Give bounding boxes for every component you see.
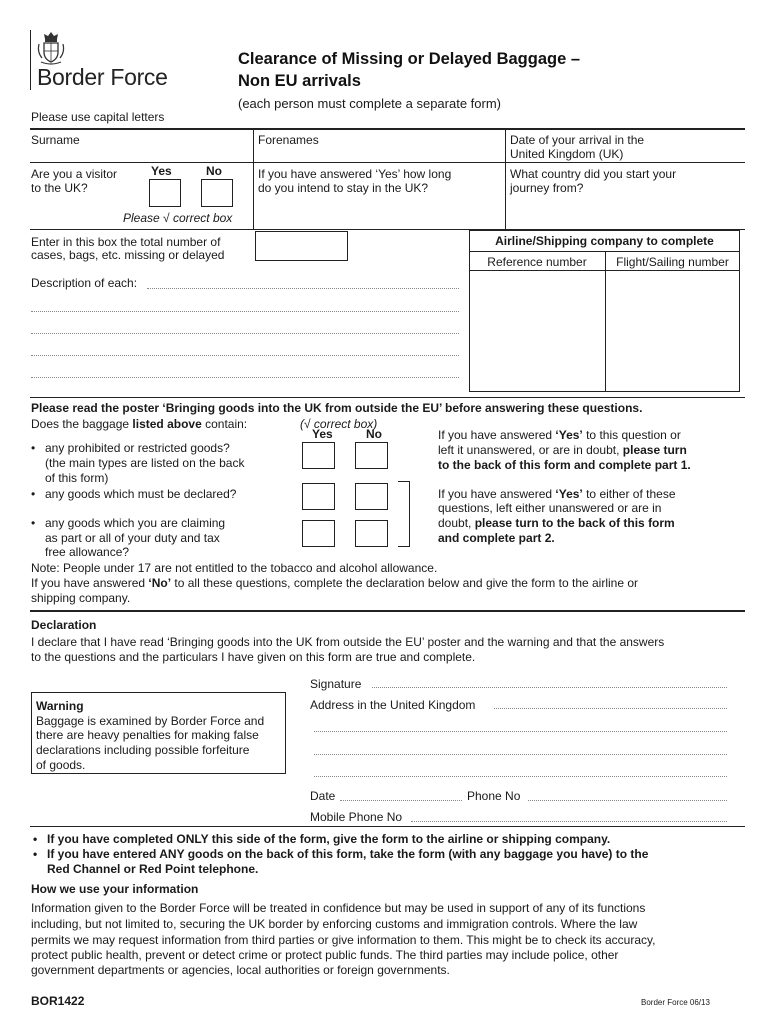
total-count-label-1: Enter in this box the total number of — [31, 235, 221, 249]
info-line2: including, but not limited to, securing the UK border by enforcing customs and immigration controls. Where the law — [31, 917, 638, 931]
description-line-2[interactable] — [31, 311, 459, 312]
description-line-3[interactable] — [31, 333, 459, 334]
info-line5: government departments or agencies, local authorities or foreign governments. — [31, 963, 450, 977]
warning-line3: declarations including possible forfeiture — [36, 743, 250, 757]
reference-number-label: Reference number — [487, 255, 587, 269]
stay-length-label-2: do you intend to stay in the UK? — [258, 181, 429, 195]
under-17-note: Note: People under 17 are not entitled to the tobacco and alcohol allowance. — [31, 561, 438, 575]
right-instruction-1-line2: left it unanswered, or are in doubt, please turn — [438, 443, 687, 457]
mobile-phone-field[interactable] — [411, 821, 727, 822]
declaration-text-line1: I declare that I have read ‘Bringing goods into the UK from outside the EU’ poster and the warning and that the answers — [31, 635, 665, 649]
uk-address-label: Address in the United Kingdom — [310, 698, 476, 712]
question-1-line3: of this form) — [45, 471, 109, 485]
description-line-5[interactable] — [31, 377, 459, 378]
warning-line2: there are heavy penalties for making false — [36, 728, 259, 742]
instruction-1-text: If you have completed ONLY this side of the form, give the form to the airline or shipping company. — [47, 832, 611, 846]
right-instruction-2-line3: doubt, please turn to the back of this form — [438, 516, 675, 530]
warning-line4: of goods. — [36, 758, 86, 772]
question-1-yes-checkbox[interactable] — [302, 442, 335, 469]
forenames-label: Forenames — [258, 133, 319, 147]
uk-address-line-2[interactable] — [314, 731, 727, 732]
table-top-border — [30, 128, 745, 130]
signature-label: Signature — [310, 677, 362, 691]
tick-correct-box-note: Please √ correct box — [123, 211, 233, 225]
question-2-bullet: • — [31, 487, 36, 501]
flight-number-label: Flight/Sailing number — [616, 255, 729, 269]
arrival-date-label-1: Date of your arrival in the — [510, 133, 645, 147]
question-3-line3: free allowance? — [45, 545, 130, 559]
uk-address-line-4[interactable] — [314, 776, 727, 777]
instruction-2-line1: If you have entered ANY goods on the back of this form, take the form (with any baggage you have) to the — [47, 847, 649, 861]
stay-length-label-1: If you have answered ‘Yes’ how long — [258, 167, 452, 181]
form-code: BOR1422 — [31, 994, 85, 1008]
signature-field[interactable] — [372, 687, 727, 688]
visitor-label-2: to the UK? — [31, 181, 88, 195]
visitor-yes-label: Yes — [151, 164, 172, 178]
form-subtitle: (each person must complete a separate form) — [238, 96, 502, 111]
royal-crest-icon — [36, 30, 66, 66]
start-country-label-2: journey from? — [510, 181, 584, 195]
arrival-date-label-2: United Kingdom (UK) — [510, 147, 624, 161]
instruction-2-bullet: • — [33, 847, 38, 861]
airline-section-heading: Airline/Shipping company to complete — [495, 234, 714, 248]
visitor-no-label: No — [206, 164, 222, 178]
surname-label: Surname — [31, 133, 80, 147]
question-2-text: any goods which must be declared? — [45, 487, 237, 501]
no-answer-instruction-line2: shipping company. — [31, 591, 131, 605]
question-3-no-checkbox[interactable] — [355, 520, 388, 547]
uk-address-line-3[interactable] — [314, 754, 727, 755]
uk-address-line-1[interactable] — [494, 708, 727, 709]
question-1-line1: any prohibited or restricted goods? — [45, 441, 230, 455]
reference-number-input[interactable] — [470, 271, 604, 391]
question-2-no-checkbox[interactable] — [355, 483, 388, 510]
date-field[interactable] — [340, 800, 462, 801]
org-name: Border Force — [37, 64, 168, 90]
questions-yes-label: Yes — [312, 427, 333, 441]
visitor-yes-checkbox[interactable] — [149, 179, 181, 207]
question-2-yes-checkbox[interactable] — [302, 483, 335, 510]
questions-tick-note: (√ correct box) — [300, 417, 378, 431]
declaration-heading: Declaration — [31, 618, 97, 632]
question-1-line2: (the main types are listed on the back — [45, 456, 245, 470]
right-instruction-2-line1: If you have answered ‘Yes’ to either of these — [438, 487, 676, 501]
description-line-4[interactable] — [31, 355, 459, 356]
phone-field[interactable] — [528, 800, 727, 801]
capital-letters-note: Please use capital letters — [31, 110, 165, 124]
right-instruction-2-line4: and complete part 2. — [438, 531, 555, 545]
question-3-bullet: • — [31, 516, 36, 530]
form-version: Border Force 06/13 — [641, 998, 710, 1007]
info-line4: protect public health, prevent or detect crime or protect public funds. The third parties may include police, other — [31, 948, 619, 962]
warning-line1: Baggage is examined by Border Force and — [36, 714, 265, 728]
no-answer-instruction-line1: If you have answered ‘No’ to all these questions, complete the declaration below and give the form to the airline or — [31, 576, 639, 590]
start-country-label-1: What country did you start your — [510, 167, 677, 181]
instruction-1-bullet: • — [33, 832, 38, 846]
question-3-yes-checkbox[interactable] — [302, 520, 335, 547]
question-1-bullet: • — [31, 441, 36, 455]
questions-2-3-bracket — [398, 481, 410, 547]
description-line-1[interactable] — [147, 288, 459, 289]
warning-title: Warning — [36, 699, 84, 713]
date-label: Date — [310, 789, 336, 803]
question-1-no-checkbox[interactable] — [355, 442, 388, 469]
logo-divider — [30, 30, 31, 90]
visitor-label-1: Are you a visitor — [31, 167, 118, 181]
flight-number-input[interactable] — [606, 271, 739, 391]
question-3-line1: any goods which you are claiming — [45, 516, 226, 530]
question-3-line2: as part or all of your duty and tax — [45, 531, 220, 545]
does-baggage-contain: Does the baggage listed above contain: — [31, 417, 248, 431]
info-heading: How we use your information — [31, 882, 199, 896]
form-title-line1: Clearance of Missing or Delayed Baggage – — [238, 50, 581, 68]
right-instruction-1-line3: to the back of this form and complete part 1. — [438, 458, 691, 472]
instruction-2-line2: Red Channel or Red Point telephone. — [47, 862, 259, 876]
info-line1: Information given to the Border Force will be treated in confidence but may be used in support of any of its functions — [31, 901, 646, 915]
form-title-line2: Non EU arrivals — [238, 72, 361, 90]
right-instruction-1-line1: If you have answered ‘Yes’ to this question or — [438, 428, 681, 442]
total-count-input[interactable] — [255, 231, 348, 261]
right-instruction-2-line2: questions, left either unanswered or are in — [438, 501, 662, 515]
info-line3: permits we may request information from third parties or give information to them. This might be to check its accuracy, — [31, 933, 656, 947]
description-label: Description of each: — [31, 276, 138, 290]
declaration-text-line2: to the questions and the particulars I have given on this form are true and complete. — [31, 650, 476, 664]
poster-note: Please read the poster ‘Bringing goods into the UK from outside the EU’ before answering these questions. — [31, 401, 643, 415]
questions-no-label: No — [366, 427, 382, 441]
total-count-label-2: cases, bags, etc. missing or delayed — [31, 248, 225, 262]
phone-label: Phone No — [467, 789, 521, 803]
mobile-phone-label: Mobile Phone No — [310, 810, 403, 824]
visitor-no-checkbox[interactable] — [201, 179, 233, 207]
